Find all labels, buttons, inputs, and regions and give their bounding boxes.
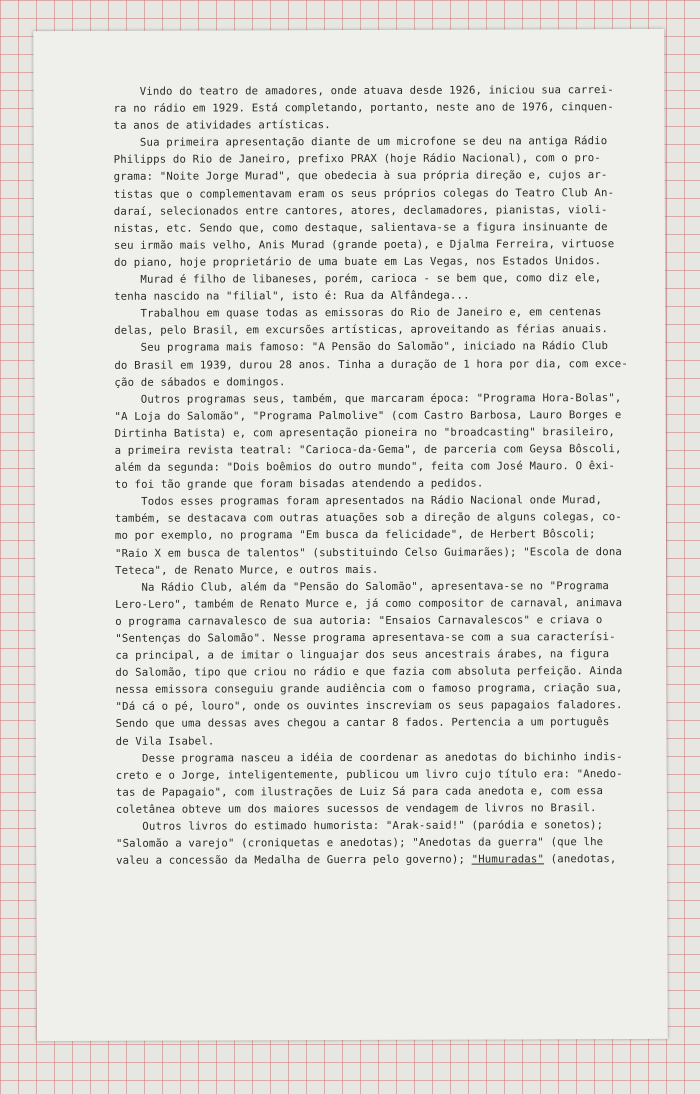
text-line-17: do Brasil em 1939, durou 28 anos. Tinha a duração de 1 hora por dia, com exce- bbox=[81, 356, 628, 372]
text-line-25: Todos esses programas foram apresentados na Rádio Nacional onde Murad, bbox=[81, 493, 603, 509]
text-line-4: Sua primeira apresentação diante de um microfone se deu na antiga Rádio bbox=[80, 134, 608, 150]
text-line-22: a primeira revista teatral: "Carioca-da-Gema", de parceria com Geysa Bôscoli, bbox=[81, 442, 622, 457]
text-line-8: daraí, selecionados entre cantores, atores, declamadores, pianistas, violi- bbox=[80, 202, 608, 218]
text-line-38: Sendo que uma dessas aves chegou a cantar 8 fados. Pertencia a um português bbox=[82, 715, 610, 731]
text-line-31: Lero-Lero", também de Renato Murce e, já como compositor de carnaval, animava bbox=[82, 595, 623, 611]
text-line-39: de Vila Isabel. bbox=[82, 734, 215, 748]
text-line-16: Seu programa mais famoso: "A Pensão do Salomão", iniciado na Rádio Club bbox=[81, 339, 609, 355]
text-line-42: tas de Papagaio", com ilustrações de Luiz Sá para cada anedota e, com essa bbox=[82, 783, 604, 799]
text-line-26: também, se destacava com outras atuações sob a direção de alguns colegas, co- bbox=[81, 510, 622, 526]
text-line-2: ra no rádio em 1929. Está completando, portanto, neste ano de 1976, cinquen- bbox=[80, 100, 614, 116]
text-line-32: o programa carnavalesco de sua autoria: "Ensaios Carnavalescos" e criava o bbox=[82, 613, 603, 628]
text-line-11: do piano, hoje proprietário de uma buate em Las Vegas, nos Estados Unidos. bbox=[81, 254, 602, 269]
text-line-18: ção de sábados e domingos. bbox=[81, 374, 286, 389]
text-line-7: tistas que o complementavam eram os seus próprios colegas do Teatro Club An- bbox=[80, 185, 615, 201]
text-line-27: mo por exemplo, no programa "Em busca da felicidade", de Herbert Bôscoli; bbox=[81, 527, 596, 543]
text-line-46-end: (anedotas, bbox=[544, 852, 617, 866]
text-line-21: Dirtinha Batista) e, com apresentação pioneira no "broadcasting" brasileiro, bbox=[81, 424, 616, 440]
text-line-40: Desse programa nasceu a idéia de coordenar as anedotas do bichinho indis- bbox=[82, 749, 623, 765]
text-line-33: "Sentenças do Salomão". Nesse programa apresentava-se com a sua caracterísi- bbox=[82, 630, 616, 645]
text-line-1: Vindo do teatro de amadores, onde atuava desde 1926, iniciou sua carrei- bbox=[80, 83, 614, 98]
text-line-46 bbox=[83, 850, 667, 869]
text-line-9: nistas, etc. Sendo que, como destaque, salientava-se a figura insinuante de bbox=[80, 219, 608, 235]
text-line-34: ca principal, a de imitar o linguajar dos seus ancestrais árabes, na figura bbox=[82, 647, 610, 663]
text-line-37: "Dá cá o pé, louro", onde os ouvintes inscreviam os seus papagaios faladores. bbox=[82, 698, 623, 714]
text-line-43: coletânea obteve um dos maiores sucessos de vendagem de livros no Brasil. bbox=[82, 801, 597, 816]
text-line-44: Outros livros do estimado humorista: "Arak-said!" (paródia e sonetos); bbox=[82, 818, 604, 833]
document-page bbox=[33, 29, 668, 1041]
text-line-19: Outros programas seus, também, que marcaram época: "Programa Hora-Bolas", bbox=[81, 390, 622, 406]
text-line-35: do Salomão, tipo que criou no rádio e que fazia com absoluta perfeição. Ainda bbox=[82, 664, 623, 680]
text-line-23: além da segunda: "Dois boêmios do outro mundo", feita com José Mauro. O êxi- bbox=[81, 459, 616, 475]
text-line-20: "A Loja do Salomão", "Programa Palmolive" (com Castro Barbosa, Lauro Borges e bbox=[81, 407, 622, 423]
text-line-30: Na Rádio Club, além da "Pensão do Salomão", apresentava-se no "Programa bbox=[82, 578, 609, 594]
text-line-13: tenha nascido na "filial", isto é: Rua da Alfândega... bbox=[81, 288, 470, 304]
typed-text-body bbox=[80, 81, 667, 869]
text-line-14: Trabalhou em quase todas as emissoras do Rio de Janeiro e, em centenas bbox=[81, 305, 602, 321]
text-line-36: nessa emissora conseguiu grande audiência com o famoso programa, criação sua, bbox=[82, 681, 623, 697]
text-line-15: delas, pelo Brasil, em excursões artísticas, aproveitando as férias anuais. bbox=[81, 322, 609, 338]
text-line-46-start: valeu a concessão da Medalha de Guerra pelo governo); bbox=[83, 852, 472, 868]
text-line-29: Teteca", de Renato Murce, e outros mais. bbox=[82, 562, 379, 577]
text-line-6: grama: "Noite Jorge Murad", que obedecia à sua própria direção e, cujos ar- bbox=[80, 168, 608, 184]
text-line-41: creto e o Jorge, inteligentemente, publicou um livro cujo título era: "Anedo- bbox=[82, 766, 623, 782]
text-line-24: to foi tão grande que foram bisadas atendendo a pedidos. bbox=[81, 476, 484, 492]
text-line-45: "Salomão a varejo" (croniquetas e anedotas); "Anedotas da guerra" (que lhe bbox=[83, 835, 604, 851]
text-line-28: "Raio X em busca de talentos" (substituindo Celso Guimarães); "Escola de dona bbox=[82, 544, 623, 560]
text-line-10: seu irmão mais velho, Anis Murad (grande poeta), e Djalma Ferreira, virtuose bbox=[80, 236, 615, 252]
text-line-3: ta anos de atividades artísticas. bbox=[80, 118, 331, 133]
underlined-title-humuradas: "Humuradas" bbox=[471, 852, 545, 866]
text-line-5: Philipps do Rio de Janeiro, prefixo PRAX (hoje Rádio Nacional), com o pro- bbox=[80, 151, 601, 167]
text-line-12: Murad é filho de libaneses, porém, carioca - se bem que, como diz ele, bbox=[81, 271, 602, 286]
